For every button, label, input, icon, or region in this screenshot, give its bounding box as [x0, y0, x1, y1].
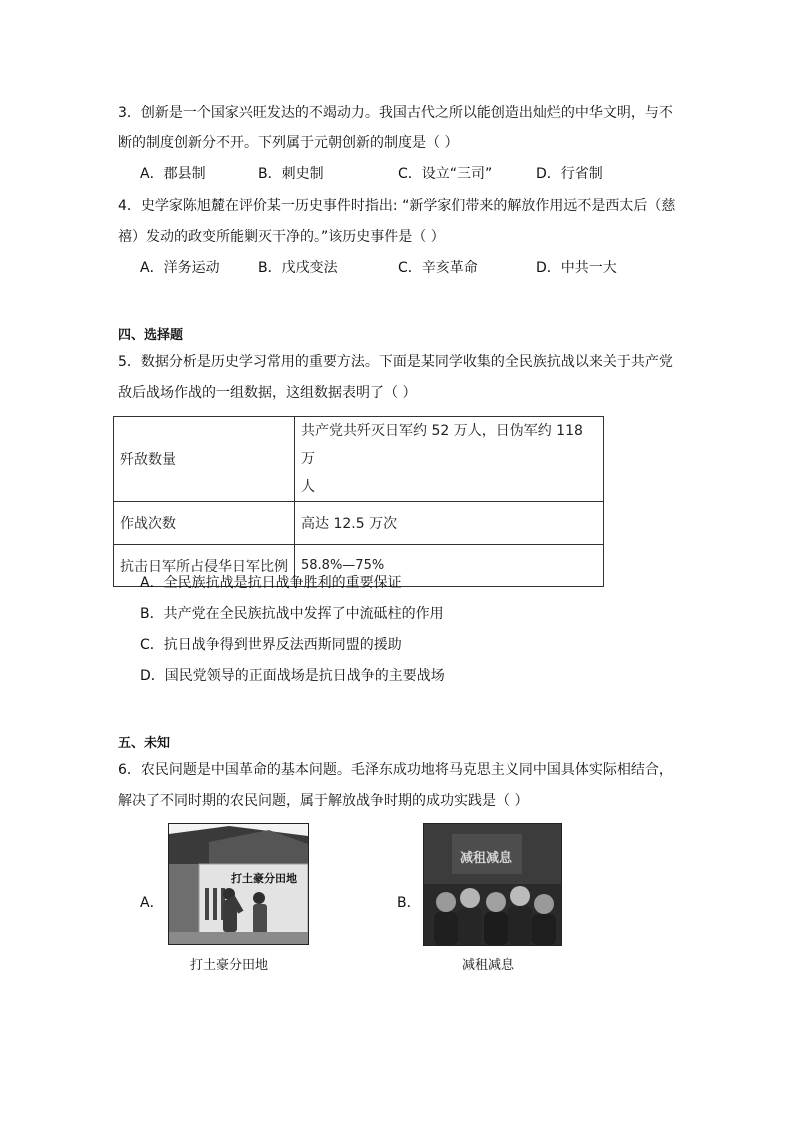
- q3-option-d[interactable]: D．行省制: [536, 166, 603, 182]
- q4-option-c[interactable]: C．辛亥革命: [398, 260, 478, 276]
- q6-photo-a[interactable]: [168, 823, 309, 945]
- photo-b-sign-text: 减租减息: [460, 851, 513, 866]
- q3-option-a[interactable]: A．郡县制: [140, 166, 206, 182]
- q5-stem-line2: 敌后战场作战的一组数据，这组数据表明了（ ）: [118, 385, 417, 401]
- section-title-4: 四、选择题: [118, 328, 184, 343]
- q6-option-a-letter[interactable]: A．: [140, 895, 164, 911]
- table-row: [114, 417, 604, 502]
- q5-option-c[interactable]: C．抗日战争得到世界反法西斯同盟的援助: [140, 637, 402, 653]
- table-row: [114, 502, 604, 545]
- table-cell-label: 抗击日军所占侵华日军比例: [114, 545, 295, 587]
- q4-option-b[interactable]: B．戊戌变法: [258, 260, 338, 276]
- table-cell-value: 高达 12.5 万次: [295, 502, 604, 545]
- table-cell-label: 歼敌数量: [114, 417, 295, 502]
- photo-a-sign-text: 打土豪分田地: [231, 872, 297, 885]
- rent-reduction-photo-image: [424, 824, 561, 945]
- table-cell-value-line2: 人: [301, 479, 315, 495]
- q6-option-b-letter[interactable]: B．: [397, 895, 421, 911]
- table-cell-value: 58.8%—75%: [295, 545, 604, 587]
- q4-stem-line2: 禧）发动的政变所能剿灭干净的。”该历史事件是（ ）: [118, 229, 445, 245]
- table-cell-label: 作战次数: [114, 502, 295, 545]
- q6-stem-line2: 解决了不同时期的农民问题，属于解放战争时期的成功实践是（ ）: [118, 793, 529, 809]
- section-title-5: 五、未知: [118, 736, 171, 751]
- q5-option-d[interactable]: D．国民党领导的正面战场是抗日战争的主要战场: [140, 668, 445, 684]
- q6-photo-b[interactable]: [423, 823, 562, 946]
- q6-caption-b: 减租减息: [462, 958, 515, 973]
- q4-stem-line1: 4．史学家陈旭麓在评价某一历史事件时指出: “新学家们带来的解放作用远不是西太后（慈: [118, 198, 676, 214]
- q6-stem-line1: 6．农民问题是中国革命的基本问题。毛泽东成功地将马克思主义同中国具体实际相结合，: [118, 762, 673, 778]
- q5-data-table: [113, 416, 604, 587]
- q4-option-d[interactable]: D．中共一大: [536, 260, 617, 276]
- q3-stem-line2: 断的制度创新分不开。下列属于元朝创新的制度是（ ）: [118, 135, 459, 151]
- q5-option-a[interactable]: A．全民族抗战是抗日战争胜利的重要保证: [140, 575, 402, 591]
- q6-caption-a: 打土豪分田地: [190, 958, 269, 973]
- q4-option-a[interactable]: A．洋务运动: [140, 260, 220, 276]
- q5-option-b[interactable]: B．共产党在全民族抗战中发挥了中流砥柱的作用: [140, 606, 444, 622]
- q3-option-b[interactable]: B．刺史制: [258, 166, 324, 182]
- q3-stem-line1: 3．创新是一个国家兴旺发达的不竭动力。我国古代之所以能创造出灿烂的中华文明，与不: [118, 105, 673, 121]
- q3-option-c[interactable]: C．设立“三司”: [398, 166, 493, 182]
- table-cell-value: [295, 417, 604, 502]
- land-reform-photo-image: [169, 824, 308, 944]
- q5-stem-line1: 5．数据分析是历史学习常用的重要方法。下面是某同学收集的全民族抗战以来关于共产党: [118, 354, 673, 370]
- table-cell-value-line1: 共产党共歼灭日军约 52 万人，日伪军约 118 万: [301, 423, 583, 467]
